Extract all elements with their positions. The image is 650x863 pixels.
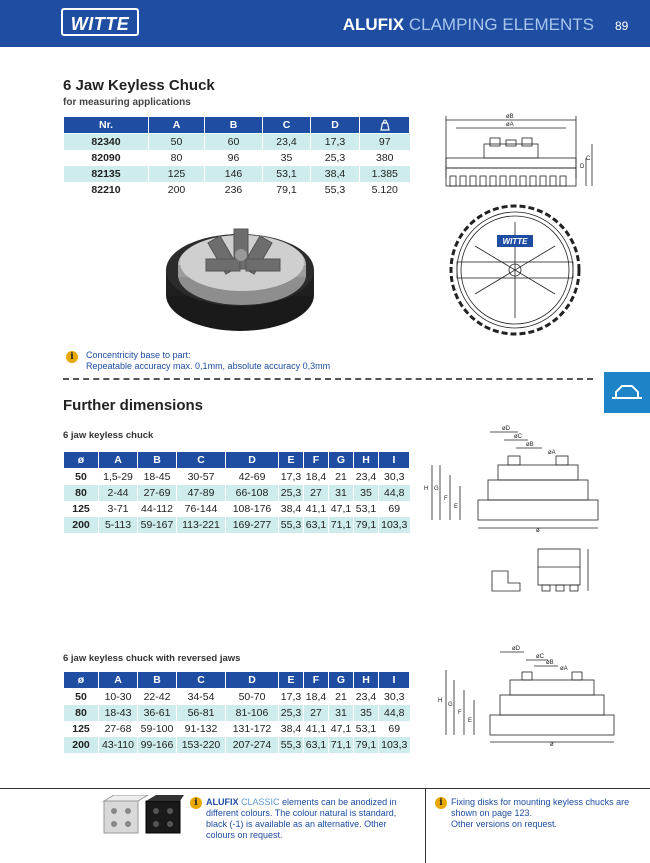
- svg-text:F: F: [458, 710, 462, 716]
- cell: 108-176: [226, 501, 279, 517]
- col-header: H: [354, 452, 379, 469]
- footer-column-divider: [425, 788, 426, 863]
- note-line-2: Repeatable accuracy max. 0,1mm, absolute accuracy 0,3mm: [86, 361, 331, 371]
- cell: 80: [64, 485, 99, 501]
- cell: 43-110: [99, 737, 138, 753]
- col-header: I: [379, 672, 410, 689]
- cell: 3-71: [99, 501, 138, 517]
- footer-brand-light: CLASSIC: [241, 797, 280, 807]
- cell: 380: [360, 150, 410, 166]
- svg-text:E: E: [454, 504, 459, 510]
- svg-text:øB: øB: [526, 442, 534, 448]
- col-header: G: [329, 672, 354, 689]
- cell: 82210: [64, 182, 149, 198]
- section-title: Further dimensions: [63, 397, 204, 414]
- standard-label: 6 jaw keyless chuck: [63, 430, 154, 441]
- cell: 23,4: [354, 689, 379, 706]
- cell: 47,1: [329, 501, 354, 517]
- cell: 41,1: [304, 501, 329, 517]
- cell: 35: [263, 150, 311, 166]
- svg-text:E: E: [468, 718, 473, 724]
- cell: 27-68: [99, 721, 138, 737]
- col-header: C: [177, 672, 226, 689]
- cell: 18,4: [304, 469, 329, 486]
- svg-text:D: D: [580, 164, 585, 170]
- cell: 44,8: [379, 485, 410, 501]
- col-header: I: [379, 452, 410, 469]
- cell: 82090: [64, 150, 149, 166]
- col-header: D: [311, 117, 360, 134]
- cell: 71,1: [329, 737, 354, 753]
- chuck-side-drawing: [436, 110, 596, 195]
- cell: 113-221: [177, 517, 226, 533]
- cell: 17,3: [279, 469, 304, 486]
- cell: 200: [149, 182, 205, 198]
- col-header: F: [304, 672, 329, 689]
- cell: 125: [64, 721, 99, 737]
- footer-brand-bold: ALUFIX: [206, 797, 239, 807]
- cell: 91-132: [177, 721, 226, 737]
- svg-text:F: F: [444, 496, 448, 502]
- cell: 1,5-29: [99, 469, 138, 486]
- cell: 125: [64, 501, 99, 517]
- svg-text:øD: øD: [512, 646, 520, 652]
- col-header: H: [354, 672, 379, 689]
- standard-dimensions-table: [63, 451, 410, 533]
- page-number: 89: [615, 19, 629, 33]
- svg-text:øC: øC: [536, 654, 544, 660]
- cell: 80: [64, 705, 99, 721]
- col-header: A: [99, 672, 138, 689]
- standard-jaws-drawing: [418, 420, 608, 535]
- cell: 1.385: [360, 166, 410, 182]
- cell: 79,1: [263, 182, 311, 198]
- table-row: [64, 150, 410, 166]
- cell: 30,3: [379, 469, 410, 486]
- info-icon: i: [190, 797, 202, 809]
- cell: 17,3: [311, 134, 360, 151]
- cell: 31: [329, 705, 354, 721]
- cell: 200: [64, 517, 99, 533]
- table-row: [64, 705, 410, 721]
- section-divider: [63, 378, 593, 380]
- cell: 125: [149, 166, 205, 182]
- col-header: G: [329, 452, 354, 469]
- cell: 36-61: [138, 705, 177, 721]
- cell: 22-42: [138, 689, 177, 706]
- cell: 236: [205, 182, 263, 198]
- col-header: B: [205, 117, 263, 134]
- footer-right-text-2: Other versions on request.: [451, 819, 558, 829]
- table-row: [64, 501, 410, 517]
- svg-text:G: G: [448, 702, 453, 708]
- cell: 35: [354, 485, 379, 501]
- cell: 27-69: [138, 485, 177, 501]
- svg-text:øB: øB: [506, 114, 514, 120]
- table-row: [64, 134, 410, 151]
- svg-text:øA: øA: [560, 666, 568, 672]
- header-title-light: CLAMPING ELEMENTS: [408, 15, 594, 34]
- col-header: F: [304, 452, 329, 469]
- cell: 44-112: [138, 501, 177, 517]
- cell: 35: [354, 705, 379, 721]
- cell: 76-144: [177, 501, 226, 517]
- cell: 53,1: [263, 166, 311, 182]
- product-table: [63, 116, 410, 198]
- cell: 2-44: [99, 485, 138, 501]
- cell: 169-277: [226, 517, 279, 533]
- cell: 5-113: [99, 517, 138, 533]
- footer-right-text-1: Fixing disks for mounting keyless chucks are shown on page 123.: [451, 797, 630, 818]
- col-header: ø: [64, 672, 99, 689]
- col-header: E: [279, 452, 304, 469]
- cell: 23,4: [263, 134, 311, 151]
- col-header: D: [226, 452, 279, 469]
- cell: 27: [304, 705, 329, 721]
- cell: 82340: [64, 134, 149, 151]
- cell: 59-100: [138, 721, 177, 737]
- table-row: [64, 721, 410, 737]
- cell: 103,3: [379, 737, 410, 753]
- cell: 5.120: [360, 182, 410, 198]
- cell: 53,1: [354, 721, 379, 737]
- cell: 50: [64, 469, 99, 486]
- cell: 50: [64, 689, 99, 706]
- cell: 21: [329, 689, 354, 706]
- cell: 55,3: [311, 182, 360, 198]
- svg-text:C: C: [586, 156, 591, 162]
- cell: 30,3: [379, 689, 410, 706]
- cell: 25,3: [279, 485, 304, 501]
- alufix-cubes-image: [100, 795, 185, 837]
- table-row: [64, 469, 410, 486]
- reversed-jaws-drawing: [430, 640, 620, 750]
- cell: 79,1: [354, 517, 379, 533]
- svg-text:ø: ø: [536, 528, 540, 534]
- col-header: B: [138, 672, 177, 689]
- col-header: C: [177, 452, 226, 469]
- cell: 18,4: [304, 689, 329, 706]
- header-title-bold: ALUFIX: [342, 15, 405, 34]
- footer-left-text: elements can be anodized in different colours. The colour natural is standard, black (-1) is available as an alternative. Other colours on request.: [206, 797, 397, 840]
- table-row: [64, 166, 410, 182]
- cell: 82135: [64, 166, 149, 182]
- col-header: Nr.: [64, 117, 149, 134]
- note-line-1: Concentricity base to part:: [86, 350, 191, 360]
- table-header-row: [64, 117, 410, 134]
- cell: 21: [329, 469, 354, 486]
- cell: 53,1: [354, 501, 379, 517]
- cell: 153-220: [177, 737, 226, 753]
- table-row: [64, 689, 410, 706]
- cell: 25,3: [311, 150, 360, 166]
- svg-text:øC: øC: [514, 434, 522, 440]
- chuck-product-photo: [160, 215, 330, 345]
- info-icon: i: [435, 797, 447, 809]
- drawing-logo: WITTE: [502, 237, 528, 246]
- cell: 59-167: [138, 517, 177, 533]
- section-tab[interactable]: [604, 372, 650, 413]
- cell: 60: [205, 134, 263, 151]
- table-row: [64, 737, 410, 753]
- svg-text:G: G: [434, 486, 439, 492]
- cell: 56-81: [177, 705, 226, 721]
- svg-text:H: H: [424, 486, 429, 492]
- cell: 146: [205, 166, 263, 182]
- witte-logo: WITTE: [61, 8, 139, 36]
- cell: 50-70: [226, 689, 279, 706]
- weight-icon: [360, 117, 410, 134]
- cell: 42-69: [226, 469, 279, 486]
- cell: 27: [304, 485, 329, 501]
- cell: 38,4: [279, 501, 304, 517]
- cell: 38,4: [311, 166, 360, 182]
- svg-text:øA: øA: [506, 122, 514, 128]
- cell: 96: [205, 150, 263, 166]
- cell: 103,3: [379, 517, 410, 533]
- table-row: [64, 485, 410, 501]
- cell: 69: [379, 721, 410, 737]
- cell: 131-172: [226, 721, 279, 737]
- cell: 63,1: [304, 737, 329, 753]
- page-header: [0, 0, 650, 47]
- cell: 97: [360, 134, 410, 151]
- jaw-detail-drawing: [490, 545, 600, 610]
- cell: 71,1: [329, 517, 354, 533]
- table-header-row: [64, 452, 410, 469]
- chuck-section-icon: [604, 372, 650, 413]
- svg-text:ø: ø: [550, 742, 554, 748]
- cell: 31: [329, 485, 354, 501]
- col-header: C: [263, 117, 311, 134]
- cell: 200: [64, 737, 99, 753]
- reversed-label: 6 jaw keyless chuck with reversed jaws: [63, 653, 241, 664]
- info-icon: i: [66, 351, 78, 363]
- cell: 63,1: [304, 517, 329, 533]
- cell: 44,8: [379, 705, 410, 721]
- cell: 79,1: [354, 737, 379, 753]
- cell: 18-45: [138, 469, 177, 486]
- cell: 25,3: [279, 705, 304, 721]
- table-row: [64, 182, 410, 198]
- cell: 50: [149, 134, 205, 151]
- cell: 17,3: [279, 689, 304, 706]
- col-header: E: [279, 672, 304, 689]
- svg-text:øB: øB: [546, 660, 554, 666]
- cell: 81-106: [226, 705, 279, 721]
- col-header: D: [226, 672, 279, 689]
- product-title: 6 Jaw Keyless Chuck: [63, 77, 215, 94]
- cell: 34-54: [177, 689, 226, 706]
- cell: 207-274: [226, 737, 279, 753]
- product-subtitle: for measuring applications: [63, 97, 191, 108]
- col-header: B: [138, 452, 177, 469]
- cell: 18-43: [99, 705, 138, 721]
- cell: 47,1: [329, 721, 354, 737]
- col-header: ø: [64, 452, 99, 469]
- svg-text:H: H: [438, 698, 443, 704]
- cell: 41,1: [304, 721, 329, 737]
- chuck-top-drawing: [445, 200, 585, 340]
- cell: 23,4: [354, 469, 379, 486]
- cell: 55,3: [279, 737, 304, 753]
- header-title: [343, 15, 594, 35]
- cell: 47-89: [177, 485, 226, 501]
- cell: 66-108: [226, 485, 279, 501]
- cell: 69: [379, 501, 410, 517]
- svg-text:øD: øD: [502, 426, 510, 432]
- col-header: A: [149, 117, 205, 134]
- svg-text:øA: øA: [548, 450, 556, 456]
- cell: 10-30: [99, 689, 138, 706]
- footer-divider: [0, 788, 650, 789]
- table-header-row: [64, 672, 410, 689]
- reversed-dimensions-table: [63, 671, 410, 753]
- cell: 38,4: [279, 721, 304, 737]
- col-header: A: [99, 452, 138, 469]
- cell: 80: [149, 150, 205, 166]
- table-row: [64, 517, 410, 533]
- cell: 30-57: [177, 469, 226, 486]
- cell: 99-166: [138, 737, 177, 753]
- cell: 55,3: [279, 517, 304, 533]
